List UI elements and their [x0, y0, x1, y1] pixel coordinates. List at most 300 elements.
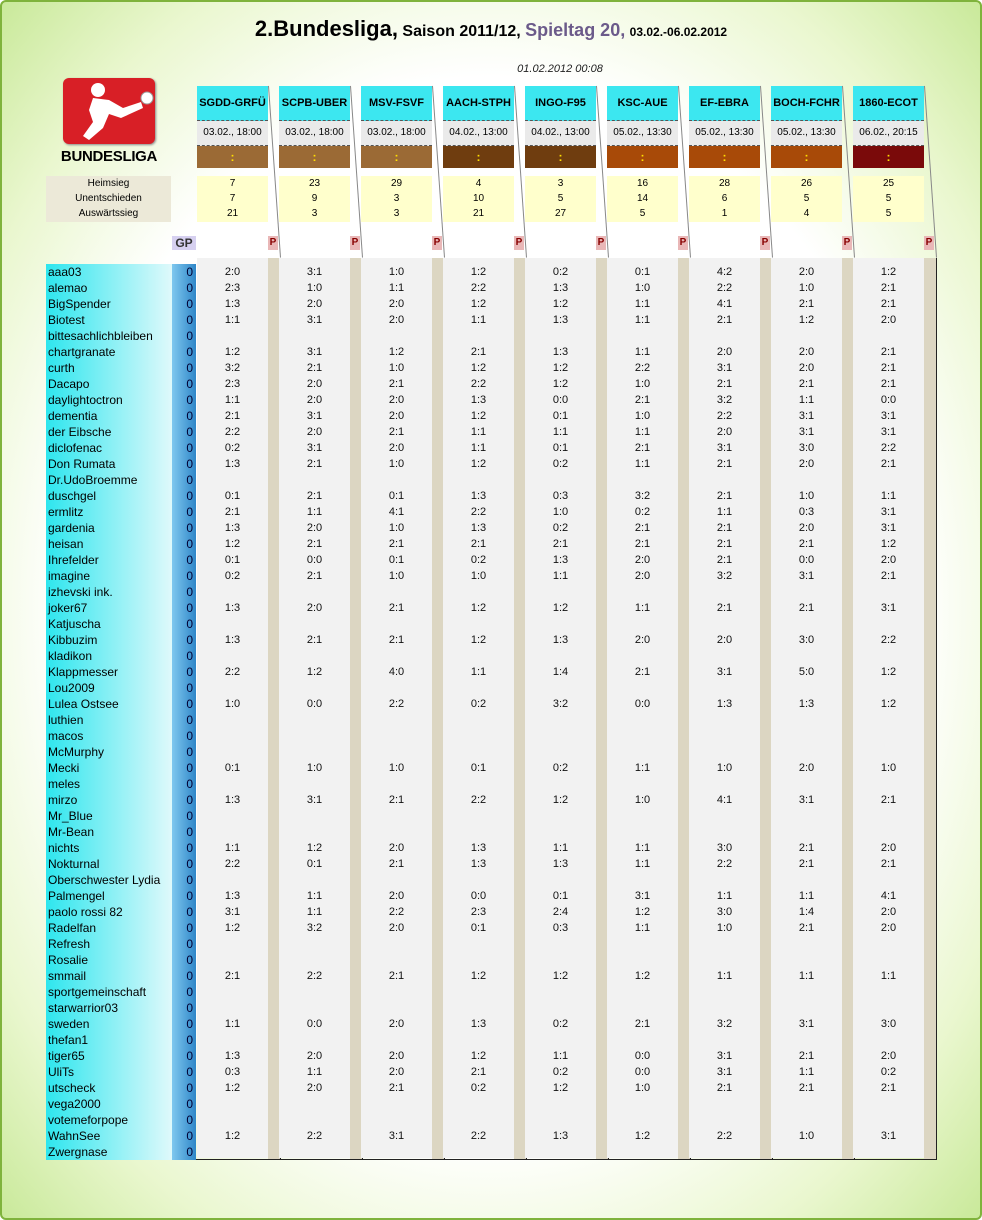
player-name[interactable]: Oberschwester Lydia — [46, 872, 172, 888]
player-points: 0 — [172, 1128, 196, 1144]
tip-cell: 3:1 — [880, 522, 897, 534]
game-stats — [443, 176, 514, 222]
tip-cell — [279, 648, 350, 664]
tip-cell: 2:0 — [716, 634, 733, 646]
tip-cell — [771, 1096, 842, 1112]
stat-label-draw: Unentschieden — [75, 193, 142, 204]
player-name[interactable]: meles — [46, 776, 172, 792]
tip-cell — [361, 936, 432, 952]
player-name[interactable]: duschgel — [46, 488, 172, 504]
stat-draw: 3 — [393, 193, 400, 204]
tip-cell — [443, 824, 514, 840]
tip-cell — [279, 1000, 350, 1016]
player-name[interactable]: sweden — [46, 1016, 172, 1032]
tip-cell: 2:1 — [224, 970, 241, 982]
player-names — [46, 264, 172, 1160]
player-name[interactable]: imagine — [46, 568, 172, 584]
tip-cell: 2:1 — [716, 538, 733, 550]
tip-cell: 3:1 — [716, 442, 733, 454]
player-name[interactable]: der Eibsche — [46, 424, 172, 440]
player-name[interactable]: ermlitz — [46, 504, 172, 520]
tip-cell: 0:1 — [224, 554, 241, 566]
player-name[interactable]: thefan1 — [46, 1032, 172, 1048]
player-name[interactable]: starwarrior03 — [46, 1000, 172, 1016]
tip-cell: 2:1 — [388, 602, 405, 614]
tip-cell: 1:1 — [470, 314, 487, 326]
player-name[interactable]: Klappmesser — [46, 664, 172, 680]
player-name[interactable]: Dr.UdoBroemme — [46, 472, 172, 488]
tip-cell: 2:1 — [634, 522, 651, 534]
tip-cell: 1:1 — [880, 490, 897, 502]
player-name[interactable]: aaa03 — [46, 264, 172, 280]
tip-cell: 3:1 — [880, 426, 897, 438]
tip-cell: 1:1 — [306, 890, 323, 902]
tip-cell — [443, 872, 514, 888]
tip-cell — [689, 1032, 760, 1048]
player-name[interactable]: curth — [46, 360, 172, 376]
player-name[interactable]: UliTs — [46, 1064, 172, 1080]
tip-cell: 0:1 — [224, 762, 241, 774]
tip-cell: 2:1 — [634, 442, 651, 454]
player-name[interactable]: chartgranate — [46, 344, 172, 360]
game-result-bar: : — [197, 146, 268, 168]
tip-cell — [525, 776, 596, 792]
tip-cell: 4:1 — [716, 298, 733, 310]
tip-cell — [525, 616, 596, 632]
tip-cell: 1:2 — [880, 698, 897, 710]
tip-cell: 2:2 — [470, 378, 487, 390]
game-header[interactable]: AACH-STPH — [443, 86, 514, 121]
player-name[interactable]: Mr-Bean — [46, 824, 172, 840]
player-name[interactable]: Nokturnal — [46, 856, 172, 872]
tip-cell: 2:1 — [880, 282, 897, 294]
player-points: 0 — [172, 1080, 196, 1096]
tip-cell — [689, 776, 760, 792]
tip-cell: 2:1 — [798, 378, 815, 390]
player-name[interactable]: Zwergnase — [46, 1144, 172, 1160]
tip-cell: 2:1 — [716, 602, 733, 614]
tip-cell: 2:1 — [880, 794, 897, 806]
tip-cell: 3:1 — [224, 906, 241, 918]
tip-cell: 2:0 — [388, 410, 405, 422]
tip-cell: 1:3 — [716, 698, 733, 710]
tip-cell: 2:0 — [798, 266, 815, 278]
tip-cell: 3:2 — [306, 922, 323, 934]
player-points: 0 — [172, 552, 196, 568]
tip-cell — [279, 328, 350, 344]
tip-cell — [853, 728, 924, 744]
tip-cell — [525, 1144, 596, 1160]
logo-text-post: LIGA — [122, 148, 158, 165]
player-name[interactable]: Refresh — [46, 936, 172, 952]
tip-cell — [853, 776, 924, 792]
player-name[interactable]: Lulea Ostsee — [46, 696, 172, 712]
stat-draw: 6 — [721, 193, 728, 204]
player-name[interactable]: Mecki — [46, 760, 172, 776]
tip-cell: 1:2 — [552, 602, 569, 614]
tip-cell: 2:0 — [798, 458, 815, 470]
player-points: 0 — [172, 472, 196, 488]
tip-cell — [443, 616, 514, 632]
tip-cell: 2:1 — [306, 538, 323, 550]
tip-cell — [771, 744, 842, 760]
tip-cell: 2:0 — [388, 842, 405, 854]
tip-cell: 2:0 — [388, 314, 405, 326]
tip-cell — [771, 808, 842, 824]
player-points: 0 — [172, 776, 196, 792]
tip-cell: 0:0 — [306, 698, 323, 710]
tip-cell: 1:3 — [224, 890, 241, 902]
tip-cell — [361, 824, 432, 840]
tip-cell — [361, 1032, 432, 1048]
tip-cell: 2:2 — [716, 410, 733, 422]
player-points: 0 — [172, 344, 196, 360]
tip-cell: 2:4 — [552, 906, 569, 918]
tip-cell: 2:0 — [306, 1050, 323, 1062]
tip-cell: 2:0 — [798, 346, 815, 358]
player-name[interactable]: nichts — [46, 840, 172, 856]
player-points: 0 — [172, 296, 196, 312]
tip-cell — [689, 984, 760, 1000]
tip-cell: 4:0 — [388, 666, 405, 678]
tip-cell — [771, 648, 842, 664]
stat-draw: 5 — [803, 193, 810, 204]
points-header: P — [515, 237, 523, 248]
tip-cell: 2:0 — [880, 922, 897, 934]
tip-cell: 1:2 — [880, 666, 897, 678]
tip-cell: 2:0 — [634, 634, 651, 646]
tip-cell: 3:1 — [880, 506, 897, 518]
player-name[interactable]: Mr_Blue — [46, 808, 172, 824]
tip-cell — [197, 648, 268, 664]
tip-cell: 0:1 — [552, 890, 569, 902]
player-points: 0 — [172, 504, 196, 520]
tip-cell: 2:1 — [224, 410, 241, 422]
player-points: 0 — [172, 856, 196, 872]
player-name[interactable]: utscheck — [46, 1080, 172, 1096]
tip-cell: 0:0 — [798, 554, 815, 566]
game-header[interactable]: EF-EBRA — [689, 86, 760, 121]
tip-cell — [525, 648, 596, 664]
tip-cell: 0:0 — [634, 1050, 651, 1062]
stat-away: 1 — [721, 208, 728, 219]
player-name[interactable]: smmail — [46, 968, 172, 984]
tip-cell: 2:1 — [470, 346, 487, 358]
tip-cell: 0:1 — [634, 266, 651, 278]
page-title — [0, 16, 982, 42]
player-name[interactable]: Biotest — [46, 312, 172, 328]
game-header[interactable]: KSC-AUE — [607, 86, 678, 121]
tip-cell: 2:1 — [306, 362, 323, 374]
player-points: 0 — [172, 968, 196, 984]
tip-cell — [361, 952, 432, 968]
tip-cell — [771, 952, 842, 968]
tip-cell — [607, 1000, 678, 1016]
player-points: 0 — [172, 1144, 196, 1160]
tip-cell: 3:1 — [388, 1130, 405, 1142]
tip-cell: 2:2 — [224, 858, 241, 870]
player-name[interactable]: votemeforpope — [46, 1112, 172, 1128]
player-name[interactable]: Palmengel — [46, 888, 172, 904]
tip-cell — [279, 616, 350, 632]
tip-cell: 2:1 — [634, 394, 651, 406]
tip-cell: 0:1 — [388, 554, 405, 566]
tip-cell: 0:1 — [224, 490, 241, 502]
player-name[interactable]: dementia — [46, 408, 172, 424]
tip-cell: 1:0 — [388, 762, 405, 774]
tip-cell: 2:2 — [880, 442, 897, 454]
game-result-bar: : — [279, 146, 350, 168]
player-name[interactable]: McMurphy — [46, 744, 172, 760]
tip-cell: 1:1 — [224, 1018, 241, 1030]
tip-cell — [279, 472, 350, 488]
tip-cell: 2:0 — [798, 362, 815, 374]
tip-cell — [689, 648, 760, 664]
stat-away: 5 — [885, 208, 892, 219]
tip-cell: 0:1 — [470, 922, 487, 934]
player-name[interactable]: heisan — [46, 536, 172, 552]
tip-cell: 2:1 — [388, 378, 405, 390]
player-points: 0 — [172, 840, 196, 856]
tip-cell — [443, 984, 514, 1000]
tip-cell: 1:2 — [552, 794, 569, 806]
tip-cell — [197, 680, 268, 696]
logo-wordmark — [50, 148, 168, 165]
tip-cell: 2:1 — [388, 858, 405, 870]
stat-draw: 5 — [557, 193, 564, 204]
gp-header: GP — [172, 236, 196, 250]
tip-cell: 2:1 — [880, 858, 897, 870]
tip-cell — [771, 1144, 842, 1160]
tip-cell: 1:2 — [552, 362, 569, 374]
tip-cell — [443, 728, 514, 744]
player-name[interactable]: tiger65 — [46, 1048, 172, 1064]
tip-cell: 2:1 — [880, 378, 897, 390]
tip-cell: 1:2 — [306, 842, 323, 854]
tip-cell: 1:0 — [634, 794, 651, 806]
player-points: 0 — [172, 1112, 196, 1128]
tip-cell: 1:0 — [798, 282, 815, 294]
tip-cell — [279, 728, 350, 744]
player-points: 0 — [172, 1064, 196, 1080]
tip-cell: 0:0 — [880, 394, 897, 406]
player-name[interactable]: Radelfan — [46, 920, 172, 936]
tip-cell — [443, 1096, 514, 1112]
tip-cell: 0:2 — [224, 570, 241, 582]
player-name[interactable]: alemao — [46, 280, 172, 296]
tip-column — [361, 264, 432, 1160]
tip-cell: 4:1 — [716, 794, 733, 806]
tip-cell — [361, 808, 432, 824]
tip-cell: 2:2 — [634, 362, 651, 374]
tip-cell: 1:3 — [224, 298, 241, 310]
player-name[interactable]: Lou2009 — [46, 680, 172, 696]
tip-cell — [525, 728, 596, 744]
tip-cell — [279, 984, 350, 1000]
tip-cell — [197, 1112, 268, 1128]
tip-cell: 2:1 — [552, 538, 569, 550]
tip-cell: 1:2 — [306, 666, 323, 678]
tip-cell — [361, 1096, 432, 1112]
tip-cell — [689, 680, 760, 696]
tip-cell: 2:1 — [716, 554, 733, 566]
tip-cell: 3:0 — [798, 442, 815, 454]
tip-cell: 1:0 — [880, 762, 897, 774]
tip-cell — [771, 872, 842, 888]
tip-cell: 3:2 — [716, 1018, 733, 1030]
tip-cell: 1:1 — [634, 842, 651, 854]
player-name[interactable]: daylightoctron — [46, 392, 172, 408]
points-header: P — [269, 237, 277, 248]
stat-home: 23 — [308, 178, 321, 189]
player-name[interactable]: bittesachlichbleiben — [46, 328, 172, 344]
player-name[interactable]: macos — [46, 728, 172, 744]
player-name[interactable]: vega2000 — [46, 1096, 172, 1112]
tip-cell: 3:2 — [634, 490, 651, 502]
player-name[interactable]: sportgemeinschaft — [46, 984, 172, 1000]
tip-cell: 2:1 — [880, 298, 897, 310]
player-name[interactable]: Ihrefelder — [46, 552, 172, 568]
stat-away: 4 — [803, 208, 810, 219]
tip-cell: 0:2 — [552, 1066, 569, 1078]
tip-cell: 1:0 — [716, 762, 733, 774]
tip-cell — [443, 776, 514, 792]
player-name[interactable]: Katjuscha — [46, 616, 172, 632]
tip-cell — [689, 328, 760, 344]
player-name[interactable]: paolo rossi 82 — [46, 904, 172, 920]
player-name[interactable]: joker67 — [46, 600, 172, 616]
tip-cell: 3:2 — [224, 362, 241, 374]
game-header[interactable]: SGDD-GRFÜ — [197, 86, 268, 121]
tip-cell — [607, 680, 678, 696]
tip-cell: 2:0 — [388, 890, 405, 902]
logo-player-icon — [63, 78, 155, 144]
player-name[interactable]: kladikon — [46, 648, 172, 664]
tip-cell: 2:2 — [306, 970, 323, 982]
tip-cell: 0:2 — [552, 762, 569, 774]
tip-column — [689, 264, 760, 1160]
tip-cell: 2:1 — [716, 458, 733, 470]
tip-cell: 1:2 — [552, 1082, 569, 1094]
player-name[interactable]: luthien — [46, 712, 172, 728]
tip-cell: 3:1 — [306, 266, 323, 278]
player-name[interactable]: mirzo — [46, 792, 172, 808]
player-points: 0 — [172, 536, 196, 552]
tip-cell — [361, 1000, 432, 1016]
tip-cell — [607, 984, 678, 1000]
tip-cell: 2:1 — [716, 314, 733, 326]
tip-cell: 1:1 — [634, 458, 651, 470]
stat-away: 5 — [639, 208, 646, 219]
player-points: 0 — [172, 1032, 196, 1048]
tip-cell: 0:1 — [552, 442, 569, 454]
tip-cell: 1:1 — [798, 394, 815, 406]
points-header: P — [597, 237, 605, 248]
game-header[interactable]: SCPB-UBER — [279, 86, 350, 121]
player-name[interactable]: Kibbuzim — [46, 632, 172, 648]
tip-cell: 1:1 — [470, 442, 487, 454]
tip-cell — [607, 328, 678, 344]
player-points: 0 — [172, 456, 196, 472]
player-points: 0 — [172, 264, 196, 280]
tip-cell: 1:1 — [716, 506, 733, 518]
tip-cell — [279, 952, 350, 968]
tip-column — [279, 264, 350, 1160]
tip-cell: 0:3 — [224, 1066, 241, 1078]
tip-cell — [361, 328, 432, 344]
tip-cell: 1:3 — [470, 394, 487, 406]
tip-cell: 1:3 — [552, 858, 569, 870]
player-points: 0 — [172, 872, 196, 888]
tip-cell — [607, 648, 678, 664]
tip-cell: 2:1 — [798, 842, 815, 854]
bundesliga-logo — [50, 78, 168, 170]
tip-cell — [197, 984, 268, 1000]
tip-cell: 4:2 — [716, 266, 733, 278]
tip-cell: 2:1 — [306, 634, 323, 646]
tip-cell — [853, 1096, 924, 1112]
tip-cell — [771, 584, 842, 600]
tip-cell: 1:3 — [224, 794, 241, 806]
tip-cell — [525, 584, 596, 600]
player-points: 0 — [172, 360, 196, 376]
game-header[interactable]: 1860-ECOT — [853, 86, 924, 121]
stat-draw: 14 — [636, 193, 649, 204]
tip-cell: 2:1 — [798, 538, 815, 550]
tip-cell: 3:1 — [306, 314, 323, 326]
player-points: 0 — [172, 1096, 196, 1112]
tip-cell: 1:3 — [552, 1130, 569, 1142]
game-date: 04.02., 13:00 — [443, 121, 514, 146]
player-name[interactable]: izhevski ink. — [46, 584, 172, 600]
player-name[interactable]: WahnSee — [46, 1128, 172, 1144]
tip-cell — [771, 936, 842, 952]
game-header[interactable]: BOCH-FCHR — [771, 86, 842, 121]
gp-column — [172, 264, 196, 1160]
player-name[interactable]: Rosalie — [46, 952, 172, 968]
tip-cell: 1:2 — [470, 458, 487, 470]
tip-cell: 1:0 — [388, 362, 405, 374]
player-points: 0 — [172, 376, 196, 392]
tip-cell: 3:1 — [306, 346, 323, 358]
tip-cell — [443, 328, 514, 344]
player-name[interactable]: BigSpender — [46, 296, 172, 312]
tip-cell — [197, 1096, 268, 1112]
tip-cell: 1:2 — [552, 378, 569, 390]
tip-cell: 1:2 — [880, 538, 897, 550]
tip-cell — [607, 1032, 678, 1048]
stat-draw: 9 — [311, 193, 318, 204]
player-name[interactable]: gardenia — [46, 520, 172, 536]
tip-cell: 1:1 — [306, 1066, 323, 1078]
tip-cell — [443, 712, 514, 728]
tip-cell: 0:2 — [880, 1066, 897, 1078]
tip-cell: 5:0 — [798, 666, 815, 678]
stat-draw: 10 — [472, 193, 485, 204]
player-name[interactable]: diclofenac — [46, 440, 172, 456]
tip-cell: 1:0 — [306, 282, 323, 294]
game-header[interactable]: MSV-FSVF — [361, 86, 432, 121]
tip-cell — [361, 616, 432, 632]
points-strip — [924, 258, 936, 1160]
game-date: 06.02., 20:15 — [853, 121, 924, 146]
tip-cell: 1:2 — [470, 298, 487, 310]
tip-cell: 0:0 — [470, 890, 487, 902]
player-name[interactable]: Don Rumata — [46, 456, 172, 472]
player-name[interactable]: Dacapo — [46, 376, 172, 392]
tip-cell — [361, 680, 432, 696]
game-header[interactable]: INGO-F95 — [525, 86, 596, 121]
